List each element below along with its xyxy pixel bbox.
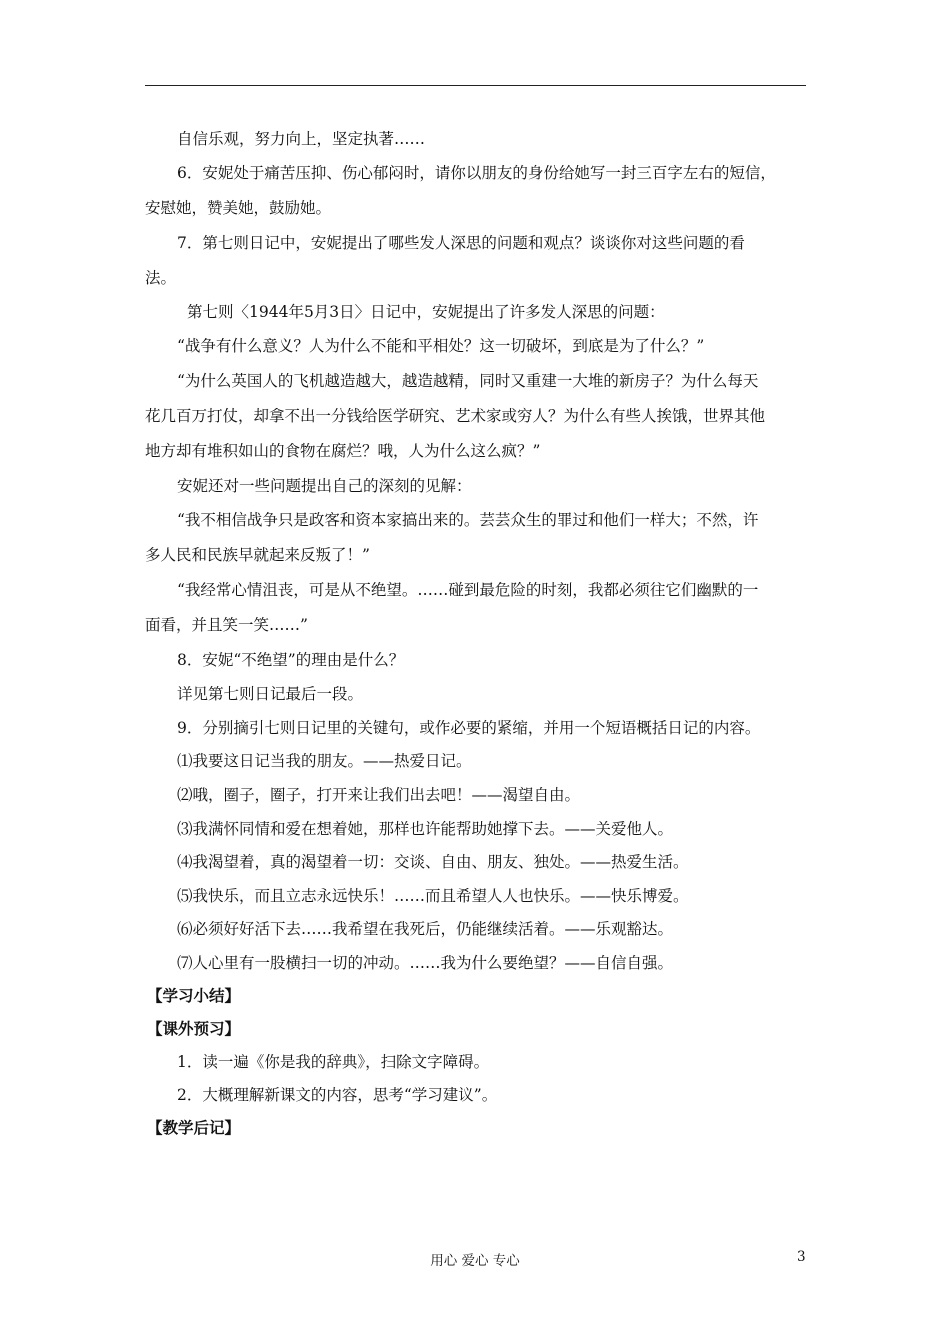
answer-text: 第七则〈1944年5月3日〉日记中，安妮提出了许多发人深思的问题： [187, 303, 665, 321]
quote-text: 花几百万打仗，却拿不出一分钱给医学研究、艺术家或穷人？为什么有些人挨饿，世界其他 [145, 407, 766, 425]
preview-item: 2．大概理解新课文的内容，思考“学习建议”。 [177, 1086, 498, 1104]
diary-summary-item: ⑶我满怀同情和爱在想着她，那样也许能帮助她撑下去。——关爱他人。 [177, 820, 674, 838]
question-9: 9．分别摘引七则日记里的关键句，或作必要的紧缩，并用一个短语概括日记的内容。 [177, 719, 761, 737]
quote-text: 地方却有堆积如山的食物在腐烂？哦，人为什么这么疯？” [145, 442, 541, 460]
question-8: 8．安妮“不绝望”的理由是什么？ [177, 651, 405, 669]
diary-summary-item: ⑷我渴望着，真的渴望着一切：交谈、自由、朋友、独处。——热爱生活。 [177, 853, 689, 871]
answer-text: 详见第七则日记最后一段。 [177, 685, 364, 703]
quote-text: 多人民和民族早就起来反叛了！” [145, 546, 370, 564]
quote-text: “为什么英国人的飞机越造越大，越造越精，同时又重建一大堆的新房子？为什么每天 [177, 372, 759, 390]
answer-text: 安妮还对一些问题提出自己的深刻的见解： [177, 477, 472, 495]
diary-summary-item: ⑴我要这日记当我的朋友。——热爱日记。 [177, 752, 472, 770]
footer-motto: 用心 爱心 专心 [430, 1253, 520, 1269]
answer-text: 自信乐观，努力向上，坚定执著…… [177, 130, 426, 148]
diary-summary-item: ⑺人心里有一股横扫一切的冲动。……我为什么要绝望？——自信自强。 [177, 954, 674, 972]
quote-text: “战争有什么意义？人为什么不能和平相处？这一切破坏，到底是为了什么？” [177, 337, 705, 355]
section-heading-preview: 【课外预习】 [147, 1019, 241, 1038]
question-7-cont: 法。 [145, 269, 177, 287]
question-6-cont: 安慰她，赞美她，鼓励她。 [145, 199, 332, 217]
header-rule [145, 85, 806, 86]
diary-summary-item: ⑵哦，圈子，圈子，打开来让我们出去吧！——渴望自由。 [177, 786, 581, 804]
section-heading-summary: 【学习小结】 [147, 986, 241, 1005]
diary-summary-item: ⑸我快乐，而且立志永远快乐！……而且希望人人也快乐。——快乐博爱。 [177, 887, 689, 905]
page-number: 3 [797, 1249, 806, 1265]
preview-item: 1．读一遍《你是我的辞典》，扫除文字障碍。 [177, 1053, 490, 1071]
section-heading-notes: 【教学后记】 [147, 1118, 241, 1137]
question-7: 7．第七则日记中，安妮提出了哪些发人深思的问题和观点？谈谈你对这些问题的看 [177, 234, 745, 252]
quote-text: “我不相信战争只是政客和资本家搞出来的。芸芸众生的罪过和他们一样大；不然，许 [177, 511, 759, 529]
quote-text: 面看，并且笑一笑……” [145, 616, 308, 634]
quote-text: “我经常心情沮丧，可是从不绝望。……碰到最危险的时刻，我都必须往它们幽默的一 [177, 581, 759, 599]
diary-summary-item: ⑹必须好好活下去……我希望在我死后，仍能继续活着。——乐观豁达。 [177, 920, 674, 938]
question-6: 6．安妮处于痛苦压抑、伤心郁闷时，请你以朋友的身份给她写一封三百字左右的短信， [177, 164, 776, 182]
